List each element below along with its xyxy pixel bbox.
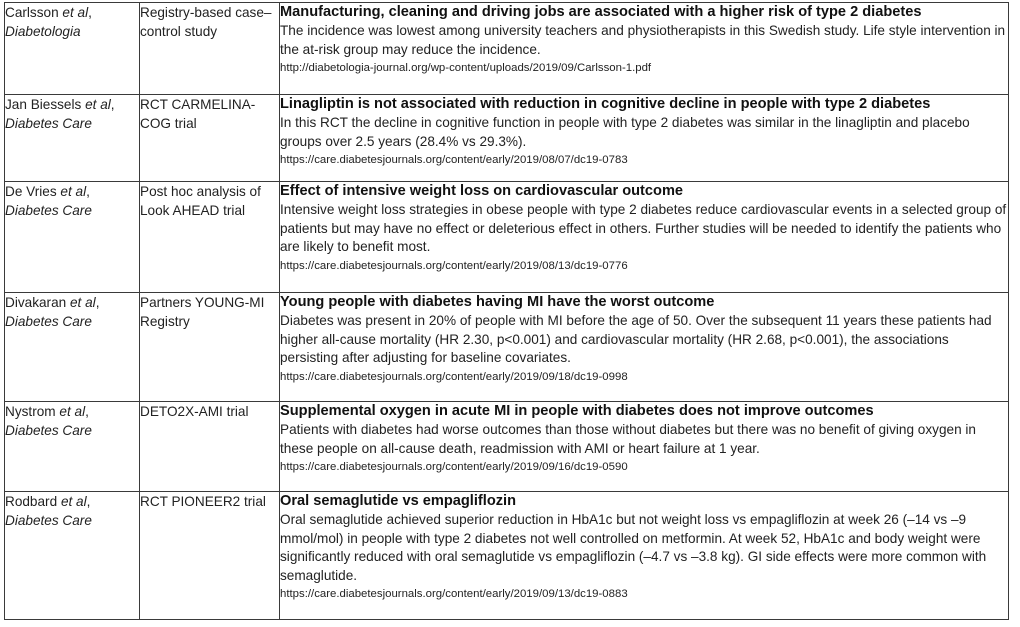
author-name: Divakaran	[5, 295, 67, 310]
et-al: et al	[59, 404, 86, 419]
finding-headline: Manufacturing, cleaning and driving jobs are associated with a higher risk of type 2 diabetes	[280, 4, 922, 20]
finding-summary: In this RCT the decline in cognitive function in people with type 2 diabetes was similar in the linagliptin and placebo groups over 2.5 years (28.4% vs 29.3%).	[280, 115, 970, 149]
finding-cell	[280, 182, 1009, 293]
study-design: DETO2X-AMI trial	[140, 404, 249, 419]
author-name: Carlsson	[5, 5, 59, 20]
literature-table	[4, 2, 1009, 620]
journal-name: Diabetes Care	[5, 116, 92, 131]
author-name: Rodbard	[5, 494, 58, 509]
source-url: https://care.diabetesjournals.org/content/early/2019/09/18/dc19-0998	[280, 370, 628, 383]
journal-name: Diabetologia	[5, 24, 81, 39]
table-row	[5, 492, 1009, 620]
table-row	[5, 293, 1009, 402]
table-row	[5, 182, 1009, 293]
et-al: et al	[60, 184, 87, 199]
study-design-cell	[140, 182, 280, 293]
study-design: Partners YOUNG-MI Registry	[140, 295, 265, 329]
table-row	[5, 3, 1009, 95]
study-design-cell	[140, 402, 280, 492]
finding-cell	[280, 3, 1009, 95]
finding-headline: Oral semaglutide vs empagliflozin	[280, 493, 516, 509]
finding-headline: Linagliptin is not associated with reduction in cognitive decline in people with type 2 diabetes	[280, 96, 931, 112]
finding-headline: Supplemental oxygen in acute MI in people with diabetes does not improve outcomes	[280, 403, 874, 419]
table-row	[5, 402, 1009, 492]
author-cell: Carlsson et al, Diabetologia	[5, 3, 140, 95]
author-cell: Rodbard et al, Diabetes Care	[5, 492, 140, 620]
author-cell: Nystrom et al, Diabetes Care	[5, 402, 140, 492]
source-url: https://care.diabetesjournals.org/content/early/2019/09/16/dc19-0590	[280, 461, 628, 474]
finding-headline: Effect of intensive weight loss on cardiovascular outcome	[280, 183, 684, 199]
author-cell: Jan Biessels et al, Diabetes Care	[5, 95, 140, 182]
study-design: Registry-based case–control study	[140, 5, 272, 39]
study-design-cell	[140, 492, 280, 620]
finding-summary: Patients with diabetes had worse outcomes than those without diabetes but there was no benefit of giving oxygen in these people on all-cause death, readmission with AMI or heart failure at 1 year.	[280, 422, 976, 456]
source-url: http://diabetologia-journal.org/wp-content/uploads/2019/09/Carlsson-1.pdf	[280, 62, 652, 75]
finding-cell	[280, 402, 1009, 492]
study-design: RCT PIONEER2 trial	[140, 494, 266, 509]
et-al: et al	[60, 494, 87, 509]
finding-summary: Diabetes was present in 20% of people with MI before the age of 50. Over the subsequent 11 years these patients had higher all-cause mortality (HR 2.30, p<0.001) and cardiovascular mortality (HR 2.68, p<0.001), the associations persisting after adjusting for baseline covariates.	[280, 313, 992, 366]
et-al: et al	[85, 97, 111, 112]
study-design: RCT CARMELINA-COG trial	[140, 97, 256, 131]
finding-summary: Intensive weight loss strategies in obese people with type 2 diabetes reduce cardiovascular events in a selected group of patients but may have no effect or deleterious effect in others. Further studies will be needed to identify the patients who are likely to benefit most.	[280, 202, 1007, 255]
source-url: https://care.diabetesjournals.org/content/early/2019/08/07/dc19-0783	[280, 154, 628, 167]
finding-cell	[280, 95, 1009, 182]
author-name: De Vries	[5, 184, 57, 199]
author-name: Nystrom	[5, 404, 56, 419]
finding-headline: Young people with diabetes having MI have the worst outcome	[280, 294, 715, 310]
et-al: et al	[69, 295, 96, 310]
et-al: et al	[62, 5, 89, 20]
source-url: https://care.diabetesjournals.org/content/early/2019/08/13/dc19-0776	[280, 259, 628, 272]
study-design-cell	[140, 3, 280, 95]
journal-name: Diabetes Care	[5, 423, 92, 438]
source-url: https://care.diabetesjournals.org/content/early/2019/09/13/dc19-0883	[280, 588, 628, 601]
author-cell: De Vries et al, Diabetes Care	[5, 182, 140, 293]
finding-summary: Oral semaglutide achieved superior reduction in HbA1c but not weight loss vs empagliflozin at week 26 (–14 vs –9 mmol/mol) in people with type 2 diabetes not well controlled on metformin. At week 52, HbA1c and body weight were significantly reduced with oral semaglutide vs empagliflozin (–4.7 vs –3.8 kg). GI side effects were more common with semaglutide.	[280, 512, 987, 583]
finding-summary: The incidence was lowest among university teachers and physiotherapists in this Swedish study. Life style intervention in the at-risk group may reduce the incidence.	[280, 23, 1006, 57]
author-name: Jan Biessels	[5, 97, 82, 112]
journal-name: Diabetes Care	[5, 314, 92, 329]
table-row	[5, 95, 1009, 182]
finding-cell	[280, 492, 1009, 620]
journal-name: Diabetes Care	[5, 513, 92, 528]
study-design-cell	[140, 95, 280, 182]
journal-name: Diabetes Care	[5, 203, 92, 218]
study-design: Post hoc analysis of Look AHEAD trial	[140, 184, 261, 218]
study-design-cell	[140, 293, 280, 402]
finding-cell	[280, 293, 1009, 402]
author-cell: Divakaran et al, Diabetes Care	[5, 293, 140, 402]
